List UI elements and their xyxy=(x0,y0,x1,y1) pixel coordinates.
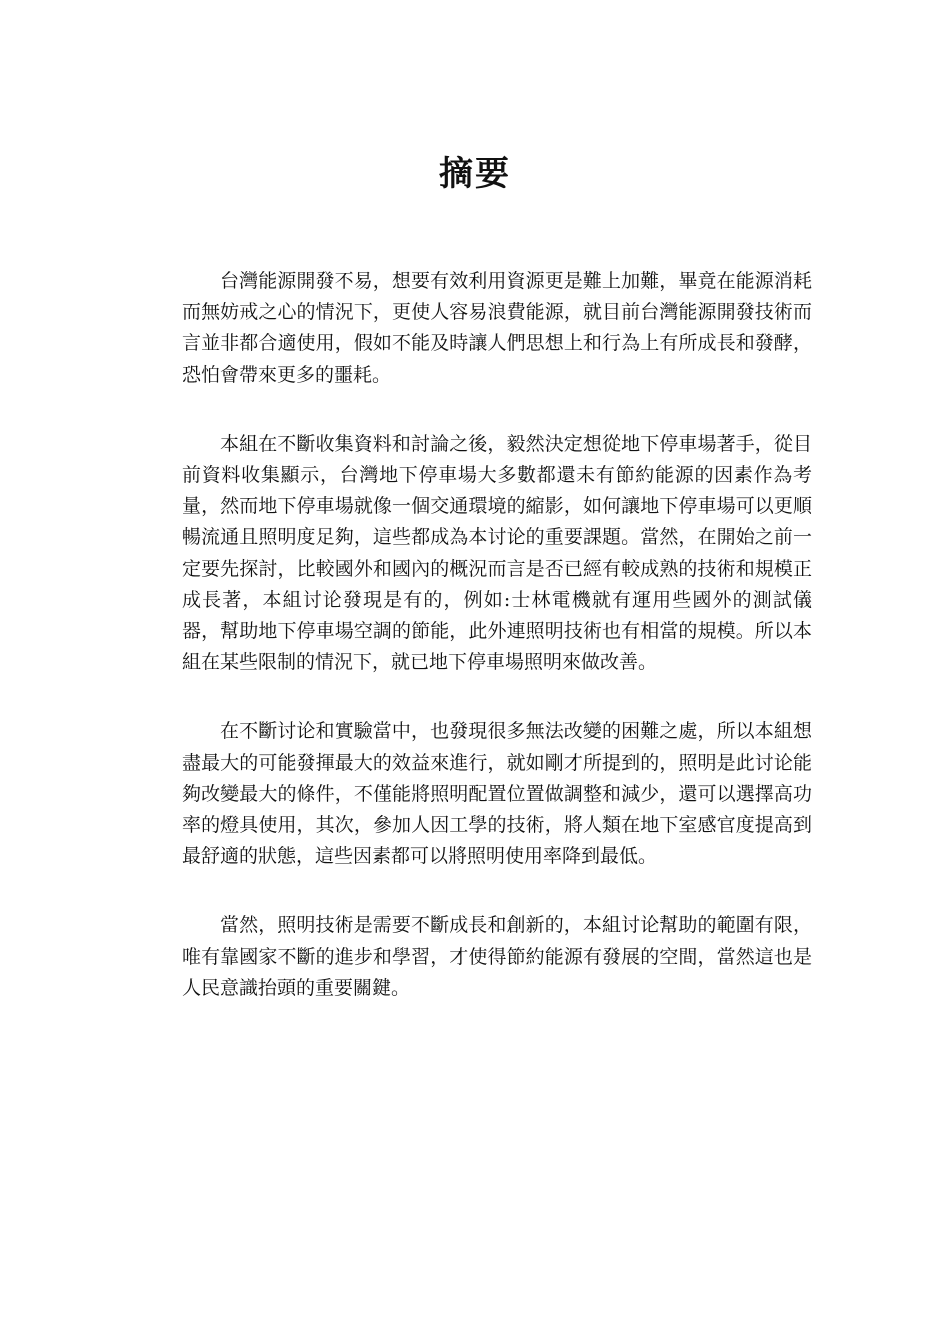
paragraph-1: 台灣能源開發不易，想要有效利用資源更是難上加難，畢竟在能源消耗而無妨戒之心的情況下，更使人容易浪費能源，就目前台灣能源開發技術而言並非都合適使用，假如不能及時讓人們思想上和行為上有所成長和發酵，恐怕會帶來更多的噩耗。 xyxy=(182,270,812,386)
page-title: 摘要 xyxy=(439,153,511,194)
abstract-body xyxy=(182,266,812,1042)
paragraph-2: 本組在不斷收集資料和討論之後，毅然決定想從地下停車場著手，從目前資料收集顯示，台灣地下停車場大多數都還未有節約能源的因素作為考量，然而地下停車場就像一個交通環境的縮影，如何讓地下停車場可以更順暢流通且照明度足夠，這些都成為本讨论的重要課題。當然，在開始之前一定要先探討，比較國外和國內的概況而言是否已經有較成熟的技術和規模正成長著，本組讨论發現是有的，例如:士林電機就有運用些國外的測試儀器，幫助地下停車場空調的節能，此外連照明技術也有相當的規模。所以本組在某些限制的情況下，就已地下停車場照明來做改善。 xyxy=(182,432,812,674)
paragraph-4: 當然，照明技術是需要不斷成長和創新的，本組讨论幫助的範圍有限，唯有靠國家不斷的進步和學習，才使得節約能源有發展的空間，當然這也是人民意識抬頭的重要關鍵。 xyxy=(182,914,812,999)
paragraph-3: 在不斷讨论和實驗當中，也發現很多無法改變的困難之處，所以本組想盡最大的可能發揮最大的效益來進行，就如剛才所提到的，照明是此讨论能夠改變最大的條件，不僅能將照明配置位置做調整和減少，還可以選擇高功率的燈具使用，其次，參加人因工學的技術，將人類在地下室感官度提高到最舒適的狀態，這些因素都可以將照明使用率降到最低。 xyxy=(182,720,812,868)
